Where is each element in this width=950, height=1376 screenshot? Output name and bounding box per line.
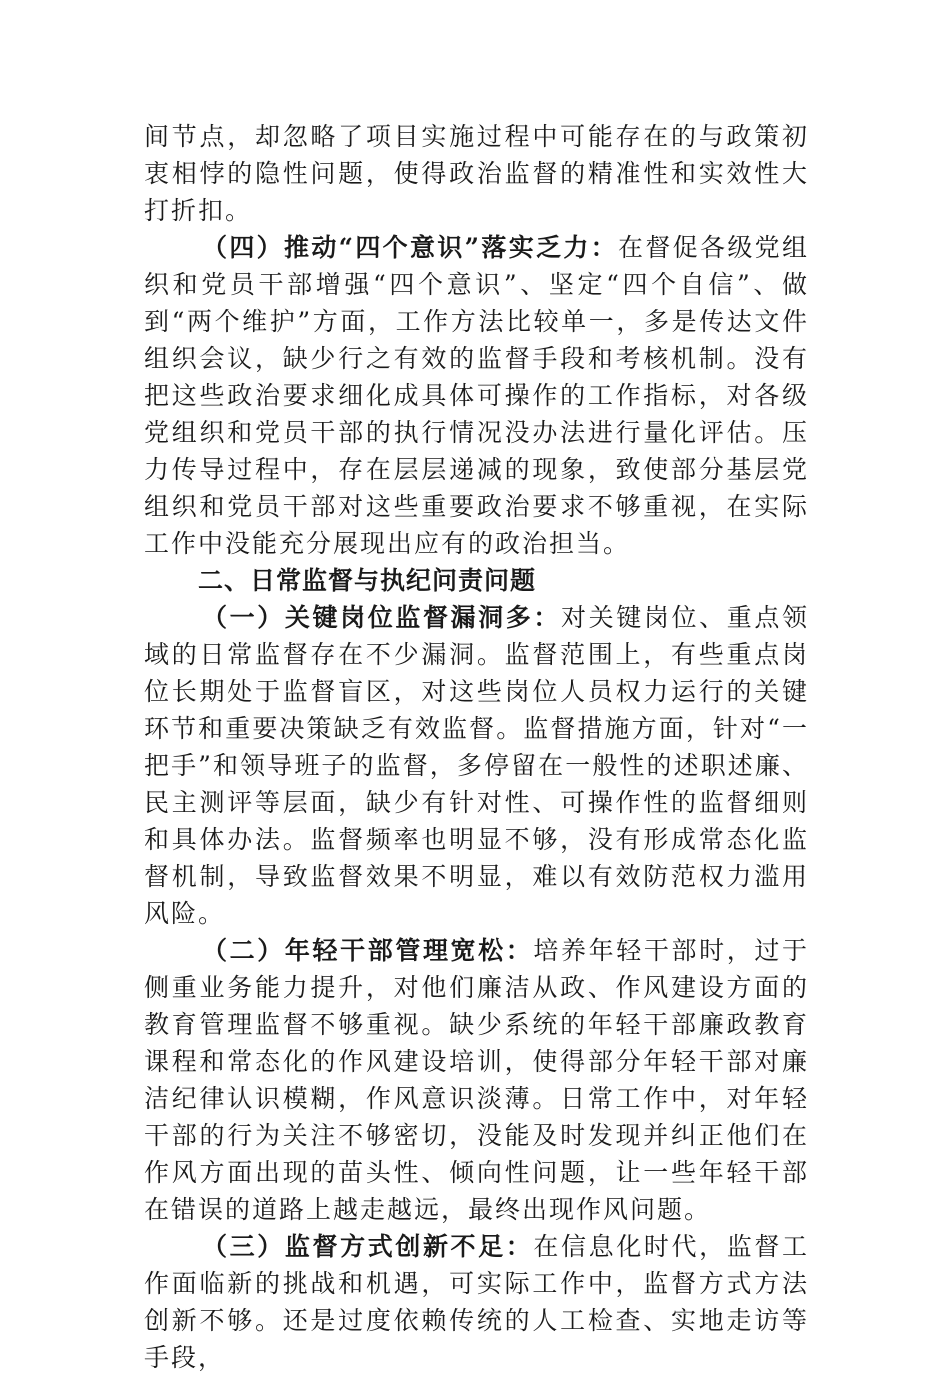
paragraph-text: 在信息化时代，监督工作面临新的挑战和机遇，可实际工作中，监督方式方法创新不够。还是过度依赖传统的人工检查、实地走访等手段，: [144, 1232, 809, 1372]
paragraph-text: 在督促各级党组织和党员干部增强“四个意识”、坚定“四个自信”、做到“两个维护”方面，工作方法比较单一，多是传达文件组织会议，缺少行之有效的监督手段和考核机制。没有把这些政治要求细化成具体可操作的工作指标，对各级党组织和党员干部的执行情况没办法进行量化评估。压力传导过程中，存在层层递减的现象，致使部分基层党组织和党员干部对这些重要政治要求不够重视，在实际工作中没能充分展现出应有的政治担当。: [144, 233, 809, 558]
paragraph-lead: （四）推动“四个意识”落实乏力：: [202, 233, 619, 262]
paragraph-text: 培养年轻干部时，过于侧重业务能力提升，对他们廉洁从政、作风建设方面的教育管理监督不够重视。缺少系统的年轻干部廉政教育课程和常态化的作风建设培训，使得部分年轻干部对廉洁纪律认识模糊，作风意识淡薄。日常工作中，对年轻干部的行为关注不够密切，没能及时发现并纠正他们在作风方面出现的苗头性、倾向性问题，让一些年轻干部在错误的道路上越走越远，最终出现作风问题。: [144, 936, 809, 1224]
paragraph-text: 对关键岗位、重点领域的日常监督存在不少漏洞。监督范围上，有些重点岗位长期处于监督盲区，对这些岗位人员权力运行的关键环节和重要决策缺乏有效监督。监督措施方面，针对“一把手”和领导班子的监督，多停留在一般性的述职述廉、民主测评等层面，缺少有针对性、可操作性的监督细则和具体办法。监督频率也明显不够，没有形成常态化监督机制，导致监督效果不明显，难以有效防范权力滥用风险。: [144, 603, 809, 928]
paragraph-lead: （一）关键岗位监督漏洞多：: [202, 603, 562, 632]
paragraph-four-consciousness: [144, 229, 809, 562]
paragraph-text: 间节点，却忽略了项目实施过程中可能存在的与政策初衷相悖的隐性问题，使得政治监督的精准性和实效性大打折扣。: [144, 122, 809, 225]
document-body: [144, 118, 809, 1376]
paragraph-continuation: [144, 118, 809, 229]
paragraph-lead: （三）监督方式创新不足：: [202, 1232, 534, 1261]
paragraph-key-positions: [144, 599, 809, 932]
paragraph-supervision-innovation: [144, 1228, 809, 1376]
paragraph-young-cadres: [144, 932, 809, 1228]
section-heading: 二、日常监督与执纪问责问题: [198, 566, 537, 595]
paragraph-lead: （二）年轻干部管理宽松：: [202, 936, 534, 965]
